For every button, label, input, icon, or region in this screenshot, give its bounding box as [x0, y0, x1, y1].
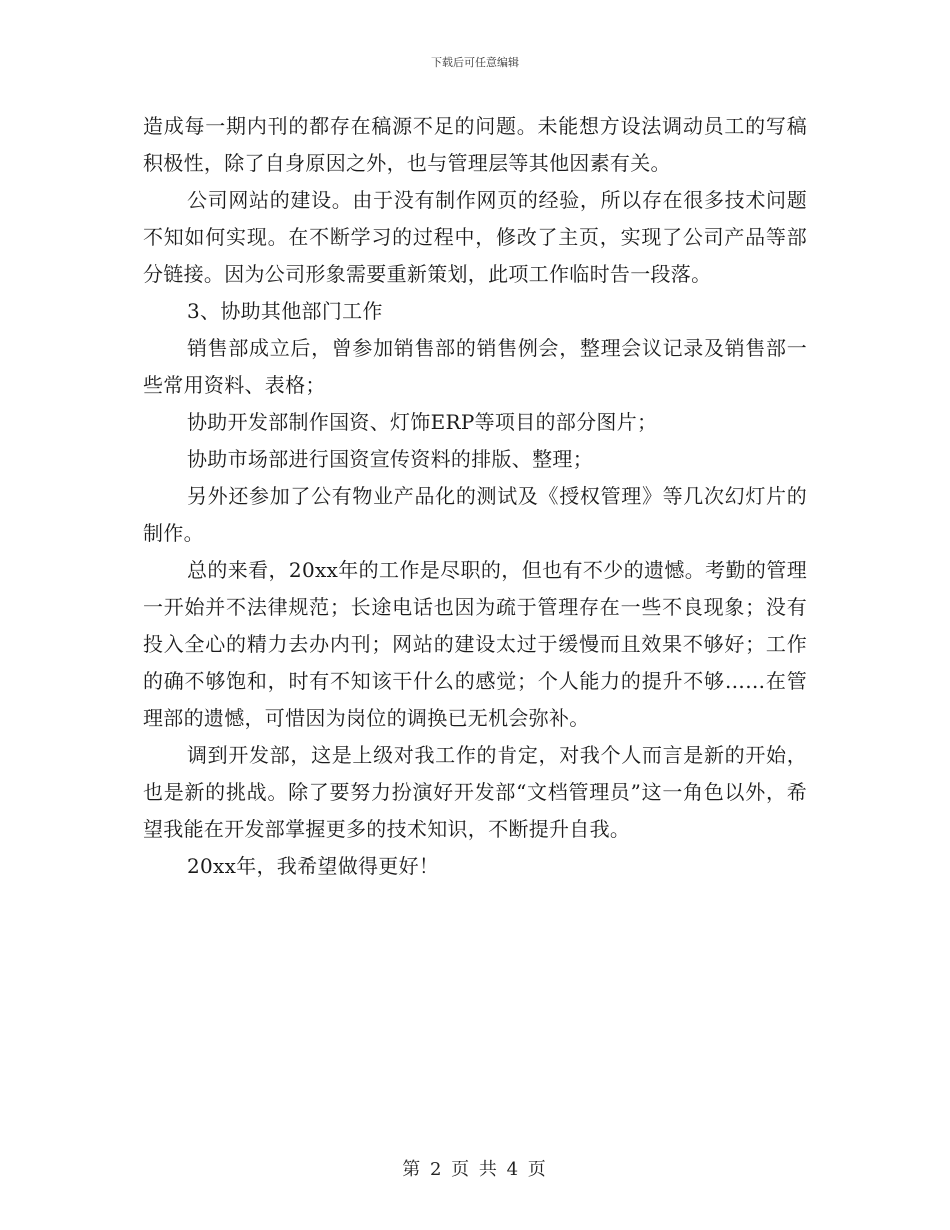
paragraph: 20xx年，我希望做得更好！ [187, 854, 440, 878]
paragraph: 总的来看，20xx年的工作是尽职的，但也有不少的遗憾。考勤的管理一开始并不法律规范；长途电话也因为疏于管理存在一些不良现象；没有投入全心的精力去办内刊；网站的建设太过于缓慢而且效果不够好；工作的确不够饱和，时有不知该干什么的感觉；个人能力的提升不够……在管理部的遗憾，可惜因为岗位的调换已无机会弥补。 [143, 558, 807, 730]
paragraph: 协助市场部进行国资宣传资料的排版、整理； [187, 447, 593, 471]
document-body [143, 108, 807, 885]
paragraph: 另外还参加了公有物业产品化的测试及《授权管理》等几次幻灯片的制作。 [143, 484, 807, 545]
page-header: 下载后可任意编辑 [431, 56, 519, 69]
paragraph: 调到开发部，这是上级对我工作的肯定，对我个人而言是新的开始，也是新的挑战。除了要努力扮演好开发部“文档管理员”这一角色以外，希望我能在开发部掌握更多的技术知识，不断提升自我。 [143, 743, 807, 841]
paragraph: 销售部成立后，曾参加销售部的销售例会，整理会议记录及销售部一些常用资料、表格； [143, 336, 807, 397]
page-number: 第 2 页 共 4 页 [402, 1159, 548, 1180]
paragraph: 公司网站的建设。由于没有制作网页的经验，所以存在很多技术问题不知如何实现。在不断学习的过程中，修改了主页，实现了公司产品等部分链接。因为公司形象需要重新策划，此项工作临时告一段落。 [143, 188, 807, 286]
paragraph: 协助开发部制作国资、灯饰ERP等项目的部分图片； [187, 410, 658, 434]
paragraph: 造成每一期内刊的都存在稿源不足的问题。未能想方设法调动员工的写稿积极性，除了自身原因之外，也与管理层等其他因素有关。 [143, 114, 807, 175]
section-heading: 3、协助其他部门工作 [187, 299, 383, 323]
